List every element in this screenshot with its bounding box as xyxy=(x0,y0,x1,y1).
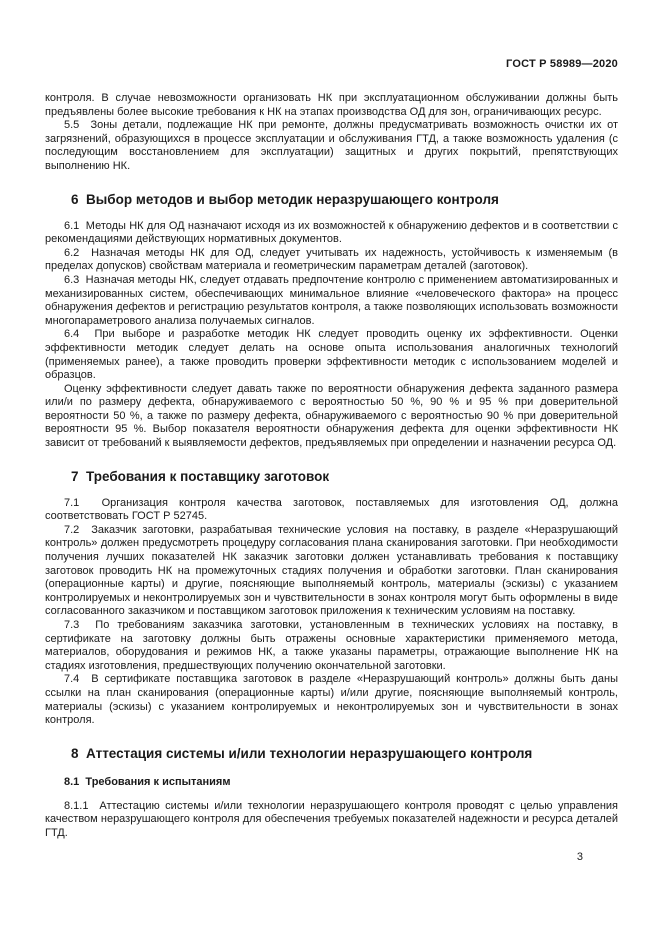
clause-6-4: 6.4 При выборе и разработке методик НК следует проводить оценку их эффективности. Оценки эффективности методик следует делать на основе опыта использования аналогичных технологий (применяемых ранее), а также проводить проверки эффективности методик с использованием моделей и образцов. xyxy=(45,328,618,382)
section-7-heading: 7 Требования к поставщику заготовок xyxy=(71,468,330,484)
clause-7-3: 7.3 По требованиям заказчика заготовки, установленным в технических условиях на поставку, в сертификате на заготовку должны быть отражены основные характеристики применяемого метода, материалов, оборудования и режимов НК, а также указаны параметры, отражающие выполнение НК на стадиях изготовления, предшествующих получению окончательной заготовки. xyxy=(45,619,618,672)
section-6-heading: 6 Выбор методов и выбор методик неразрушающего контроля xyxy=(71,191,499,207)
clause-7-1: 7.1 Организация контроля качества заготовок, поставляемых для изготовления ОД, должна соответствовать ГОСТ Р 52745. xyxy=(45,496,618,523)
clause-8-1-1: 8.1.1 Аттестацию системы и/или технологии неразрушающего контроля проводят с целью управления качеством неразрушающего контроля для обеспечения требуемых показателей надежности и ресурса деталей ГТД. xyxy=(45,799,618,839)
paragraph-continued-5-4: контроля. В случае невозможности организовать НК при эксплуатационном обслуживании должны быть предъявлены более высокие требования к НК на этапах производства ОД для зон, ограничивающих ресурс. xyxy=(45,92,618,118)
subsection-8-1-heading: 8.1 Требования к испытаниям xyxy=(64,775,231,788)
document-content xyxy=(45,92,618,841)
clause-6-4-continuation: Оценку эффективности следует давать также по вероятности обнаружения дефекта заданного размера или/и по размеру дефекта, обнаруживаемого с вероятностью 50 %, 90 % и 95 % при доверительной вероятности 50 %, а также по размеру дефекта, обнаруживаемого с вероятностью 90 % при доверительной вероятности 95 %. Выбор показателя вероятности обнаружения дефекта для оценки эффективности НК зависит от требований к выявляемости дефектов, предъявляемых при определении и назначении ресурса ОД. xyxy=(45,382,618,450)
page-header xyxy=(45,58,618,70)
clause-6-2: 6.2 Назначая методы НК для ОД, следует учитывать их надежность, устойчивость к изменяемым (в пределах допусков) свойствам материала и геометрическим параметрам деталей (заготовок). xyxy=(45,246,618,273)
document-code: ГОСТ Р 58989—2020 xyxy=(506,58,618,70)
section-8-heading: 8 Аттестация системы и/или технологии неразрушающего контроля xyxy=(71,745,533,761)
clause-7-2: 7.2 Заказчик заготовки, разрабатывая технические условия на поставку, в разделе «Неразрушающий контроль» должен предусмотреть процедуру согласования плана сканирования заготовки. При необходимости получения лучших показателей НК заказчик заготовки должен устанавливать требования к поставщику заготовок проводить НК на промежуточных стадиях получения и обработки заготовки. План сканирования (операционные карты) и другие, поясняющие выполняемый контроль, материалы (эскизы) с указанием контролируемых и неконтролируемых зон и чувствительности в зонах контроля могут быть оформлены в виде согласованного заказчиком и поставщиком заготовок приложения к техническим условиям на поставку. xyxy=(45,523,618,618)
page-number: 3 xyxy=(576,851,583,863)
clause-5-5: 5.5 Зоны детали, подлежащие НК при ремонте, должны предусматривать возможность очистки их от загрязнений, образующихся в процессе эксплуатации и обслуживания ГТД, а также возможность удаления (с последующим восстановлением для эксплуатации) защитных и других покрытий, препятствующих выполнению НК. xyxy=(45,119,618,172)
clause-7-4: 7.4 В сертификате поставщика заготовок в разделе «Неразрушающий контроль» должны быть даны ссылки на план сканирования (операционные карты) и/или другие, поясняющие выполняемый контроль, материалы (эскизы) с указанием контролируемых и неконтролируемых зон и чувствительности в зонах контроля. xyxy=(45,673,618,727)
clause-6-3: 6.3 Назначая методы НК, следует отдавать предпочтение контролю с применением автоматизированных и механизированных систем, обеспечивающих минимальное влияние «человеческого фактора» на процесс обнаружения дефектов и регистрацию результатов контроля, а также позволяющих использовать возможности многопараметрового анализа получаемых сигналов. xyxy=(45,273,618,327)
clause-6-1: 6.1 Методы НК для ОД назначают исходя из их возможностей к обнаружению дефектов и в соответствии с рекомендациями действующих нормативных документов. xyxy=(45,219,618,246)
